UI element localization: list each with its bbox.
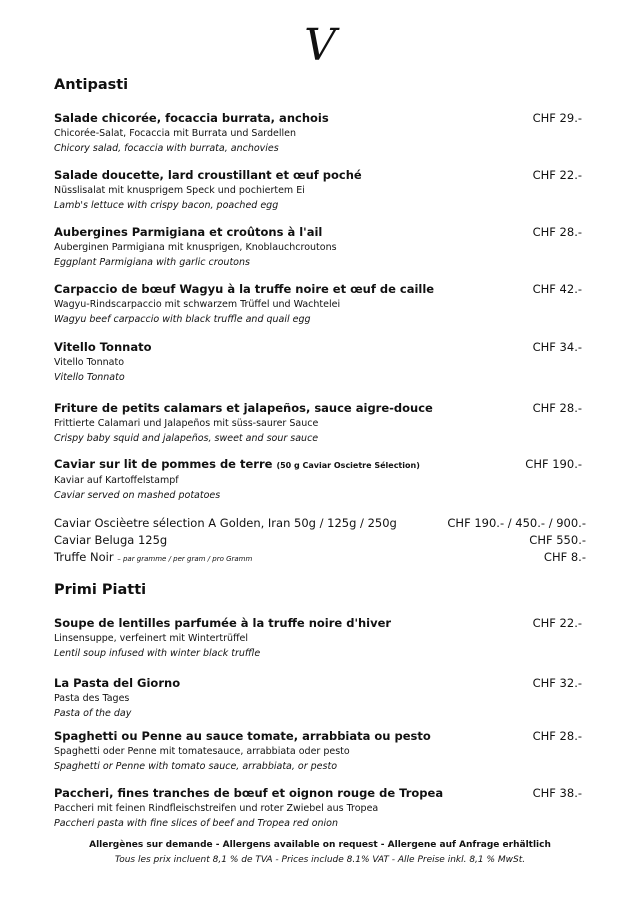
dish-price: CHF 190.- [525,457,582,471]
caviar-price: CHF 190.- / 450.- / 900.- [447,516,586,530]
caviar-name: Truffe Noir [54,550,114,564]
dish-description-de: Linsensuppe, verfeinert mit Wintertrüffel [54,633,249,644]
dish-price: CHF 28.- [532,225,582,239]
dish-name: La Pasta del Giorno [54,676,181,690]
dish-description-de: Pasta des Tages [54,693,130,704]
dish-description-en: Eggplant Parmigiana with garlic croutons [54,257,250,268]
menu-item [54,168,594,213]
dish-description-de: Paccheri mit feinen Rindfleischstreifen und roter Zwiebel aus Tropea [54,803,379,814]
menu-item [54,401,594,446]
dish-price: CHF 34.- [532,340,582,354]
caviar-list-item [54,515,586,532]
allergen-note: Allergènes sur demande - Allergens available on request - Allergene auf Anfrage erhältlich [89,840,551,850]
menu-item [54,729,594,774]
caviar-price: CHF 550.- [529,533,586,547]
dish-name: Paccheri, fines tranches de bœuf et oignon rouge de Tropea [54,786,444,800]
dish-price: CHF 38.- [532,786,582,800]
vat-note: Tous les prix incluent 8,1 % de TVA - Prices include 8.1% VAT - Alle Preise inkl. 8,1 % MwSt. [114,855,526,865]
dish-description-de: Auberginen Parmigiana mit knusprigen, Knoblauchcroutons [54,242,337,253]
dish-description-en: Paccheri pasta with fine slices of beef and Tropea red onion [54,818,339,829]
dish-name: Soupe de lentilles parfumée à la truffe noire d'hiver [54,616,392,630]
dish-description-de: Nüsslisalat mit knusprigem Speck und pochiertem Ei [54,185,305,196]
dish-price: CHF 22.- [532,616,582,630]
caviar-name: Caviar Oscièetre sélection A Golden, Iran 50g / 125g / 250g [54,516,397,530]
menu-item-caviar [54,457,594,503]
dish-description-de: Vitello Tonnato [54,357,125,368]
dish-note: (50 g Caviar Oscietre Sélection) [276,461,420,470]
dish-price: CHF 29.- [532,111,582,125]
dish-name: Aubergines Parmigiana et croûtons à l'ail [54,225,323,239]
menu-item [54,616,594,661]
dish-description-en: Spaghetti or Penne with tomato sauce, arrabbiata, or pesto [54,761,338,772]
dish-description-en: Vitello Tonnato [54,372,125,383]
dish-price: CHF 28.- [532,401,582,415]
dish-price: CHF 32.- [532,676,582,690]
dish-description-de: Kaviar auf Kartoffelstampf [54,475,179,486]
dish-description-de: Spaghetti oder Penne mit tomatesauce, arrabbiata oder pesto [54,746,350,757]
section-title-antipasti: Antipasti [54,77,129,93]
menu-item [54,340,594,385]
dish-description-en: Caviar served on mashed potatoes [54,490,221,501]
dish-name: Salade chicorée, focaccia burrata, anchois [54,111,329,125]
dish-price: CHF 22.- [532,168,582,182]
footer [0,838,640,868]
caviar-list-item [54,532,586,549]
dish-description-en: Crispy baby squid and jalapeños, sweet and sour sauce [54,433,319,444]
dish-name: Carpaccio de bœuf Wagyu à la truffe noire et œuf de caille [54,282,435,296]
menu-item [54,786,594,831]
caviar-name: Caviar Beluga 125g [54,533,168,547]
restaurant-logo [292,22,348,68]
menu-item [54,225,594,270]
dish-name: Vitello Tonnato [54,340,152,354]
menu-item [54,282,594,327]
dish-name: Spaghetti ou Penne au sauce tomate, arrabbiata ou pesto [54,729,431,743]
menu-item [54,111,594,156]
caviar-unit: – par gramme / per gram / pro Gramm [117,555,253,563]
dish-description-de: Wagyu-Rindscarpaccio mit schwarzem Trüffel und Wachtelei [54,299,341,310]
section-title-primi-piatti: Primi Piatti [54,582,147,598]
dish-price: CHF 28.- [532,729,582,743]
dish-description-de: Frittierte Calamari und Jalapeños mit süss-saurer Sauce [54,418,319,429]
menu-item [54,676,594,721]
caviar-price: CHF 8.- [543,550,586,564]
dish-name: Caviar sur lit de pommes de terre [54,457,273,471]
dish-description-en: Pasta of the day [54,708,132,719]
svg-text:V: V [304,22,336,68]
dish-name: Friture de petits calamars et jalapeños, sauce aigre-douce [54,401,433,415]
dish-description-en: Lamb's lettuce with crispy bacon, poached egg [54,200,279,211]
caviar-list-item [54,549,586,568]
dish-description-de: Chicorée-Salat, Focaccia mit Burrata und Sardellen [54,128,297,139]
dish-price: CHF 42.- [532,282,582,296]
dish-description-en: Lentil soup infused with winter black truffle [54,648,261,659]
dish-description-en: Chicory salad, focaccia with burrata, anchovies [54,143,279,154]
dish-description-en: Wagyu beef carpaccio with black truffle and quail egg [54,314,311,325]
dish-name: Salade doucette, lard croustillant et œuf poché [54,168,362,182]
